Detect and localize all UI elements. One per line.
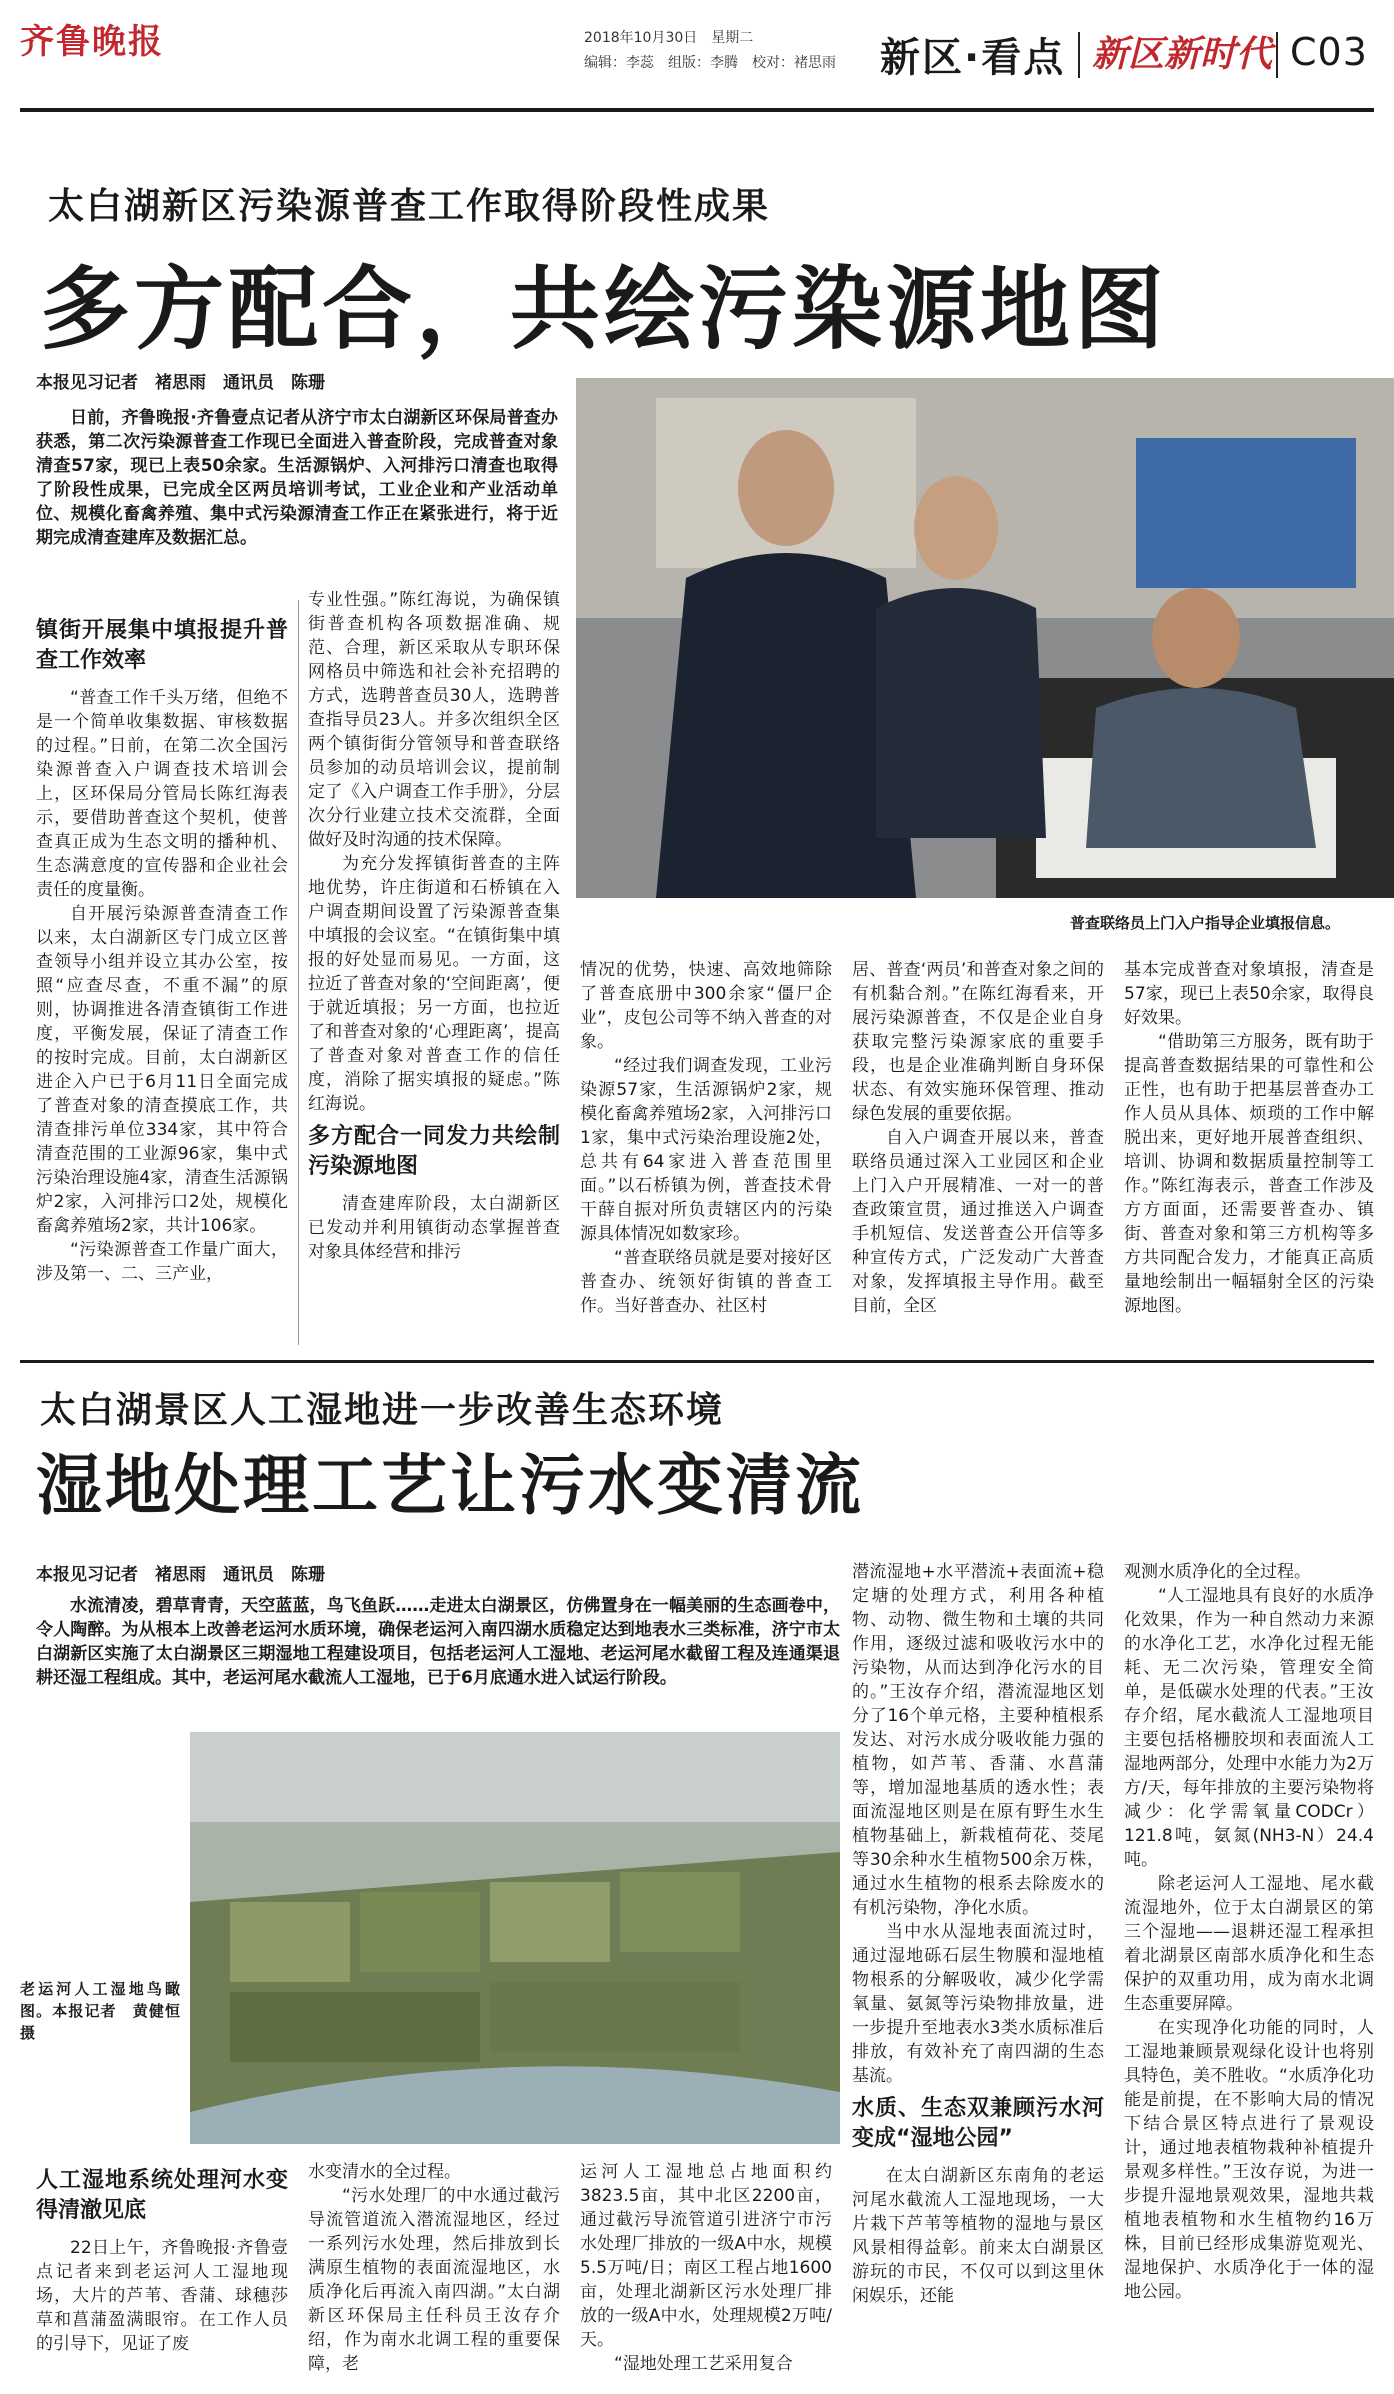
paragraph: “污染源普查工作量广面大，涉及第一、二、三产业， — [36, 1240, 288, 1284]
paragraph: 观测水质净化的全过程。 — [1124, 1562, 1311, 1582]
article1-column-3 — [580, 958, 832, 1348]
masthead-logo: 齐鲁晚报 — [20, 22, 164, 62]
article1-photo-caption: 普查联络员上门入户指导企业填报信息。 — [1070, 914, 1341, 932]
article2-heading-1: 人工湿地系统处理河水变得清澈见底 — [36, 2168, 288, 2223]
paragraph: 22日上午，齐鲁晚报·齐鲁壹点记者来到老运河人工湿地现场，大片的芦苇、香蒲、球穗莎草和菖蒲盈满眼帘。在工作人员的引导下，见证了废 — [36, 2238, 288, 2354]
officers-photo-illustration — [576, 378, 1394, 898]
article1-subtitle: 太白湖新区污染源普查工作取得阶段性成果 — [48, 186, 771, 227]
header-divider — [1078, 32, 1080, 78]
article2-column-2 — [308, 2160, 560, 2390]
paragraph: 在太白湖新区东南角的老运河尾水截流人工湿地现场，一大片栽下芦苇等植物的湿地与景区风景相得益彰。前来太白湖景区游玩的市民，不仅可以到这里休闲娱乐，还能 — [852, 2166, 1104, 2306]
paragraph: “人工湿地具有良好的水质净化效果，作为一种自然动力来源的水净化工艺，水净化过程无能耗、无二次污染，管理安全简单，是低碳水处理的代表。”王汝存介绍，尾水截流人工湿地项目主要包括格栅胶坝和表面流人工湿地两部分，处理中水能力为2万方/天，每年排放的主要污染物将减少：化学需氧量CODCr）121.8吨，氨氮(NH3-N）24.4吨。 — [1124, 1586, 1374, 1870]
article1-headline: 多方配合，共绘污染源地图 — [40, 257, 1168, 362]
section-title: 新区·看点 — [880, 35, 1066, 81]
section-brand: 新区新时代 — [1092, 33, 1273, 75]
paragraph: 在实现净化功能的同时，人工湿地兼顾景观绿化设计也将别具特色，美不胜收。“水质净化功能是前提，在不影响大局的情况下结合景区特点进行了景观设计，通过地表植物栽种补植提升景观多样性。”王汝存说，为进一步提升湿地景观效果，湿地共栽植地表植物和水生植物约16万株，目前已经形成集游览观光、湿地保护、水质净化于一体的湿地公园。 — [1124, 2018, 1374, 2302]
article1-heading-1: 镇街开展集中填报提升普查工作效率 — [36, 618, 288, 673]
article2-photo-caption: 老运河人工湿地鸟瞰图。本报记者 黄健恒摄 — [20, 1980, 180, 2042]
paragraph: 基本完成普查对象填报，清查是57家，现已上表50余家，取得良好效果。 — [1124, 960, 1374, 1028]
paragraph: 专业性强。”陈红海说，为确保镇街普查机构各项数据准确、规范、合理，新区采取从专职环保网格员中筛选和社会补充招聘的方式，选聘普查员30人，选聘普查指导员23人。并多次组织全区两个镇街街分管领导和普查联络员参加的动员培训会议，提前制定了《入户调查工作手册》，分层次分行业建立技术交流群，全面做好及时沟通的技术保障。 — [308, 590, 560, 850]
article2-column-3 — [580, 2160, 832, 2390]
header-divider — [1276, 32, 1278, 78]
article2-subtitle: 太白湖景区人工湿地进一步改善生态环境 — [40, 1390, 725, 1431]
paragraph: 水变清水的全过程。 — [308, 2162, 461, 2182]
article1-column-1 — [36, 610, 288, 1360]
header-rule — [20, 108, 1374, 112]
article2-photo — [190, 1732, 840, 2144]
paragraph: 清查建库阶段，太白湖新区已发动并利用镇街动态掌握普查对象具体经营和排污 — [308, 1194, 560, 1262]
article2-column-5 — [1124, 1560, 1374, 2390]
paragraph: 情况的优势，快速、高效地筛除了普查底册中300余家“僵尸企业”，皮包公司等不纳入普查的对象。 — [580, 960, 832, 1052]
paragraph: 自入户调查开展以来，普查联络员通过深入工业园区和企业上门入户开展精准、一对一的普查政策宣贯，通过推送入户调查手机短信、发送普查公开信等多种宣传方式，广泛发动广大普查对象，发挥填报主导作用。截至目前，全区 — [852, 1128, 1104, 1316]
paragraph: 为充分发挥镇街普查的主阵地优势，许庄街道和石桥镇在入户调查期间设置了污染源普查集中填报的会议室。“在镇街集中填报的好处显而易见。一方面，这拉近了普查对象的‘空间距离’，便于就近填报；另一方面，也拉近了和普查对象的‘心理距离’，提高了普查对象对普查工作的信任度，消除了据实填报的疑虑。”陈红海说。 — [308, 854, 560, 1114]
paragraph: 当中水从湿地表面流过时，通过湿地砾石层生物膜和湿地植物根系的分解吸收，减少化学需氧量、氨氮等污染物排放量，进一步提升至地表水3类水质标准后排放，有效补充了南四湖的生态基流。 — [852, 1922, 1104, 2086]
date-text: 2018年10月30日 — [584, 30, 698, 46]
article2-heading-2: 水质、生态双兼顾污水河变成“湿地公园” — [852, 2096, 1104, 2151]
paragraph: “湿地处理工艺采用复合 — [614, 2354, 793, 2374]
column-rule — [298, 600, 299, 1345]
issue-date — [584, 28, 753, 48]
editor-credits: 编辑：李蕊 组版：李腾 校对：褚思雨 — [584, 55, 836, 71]
article1-column-5 — [1124, 958, 1374, 1348]
article2-column-1 — [36, 2160, 288, 2390]
article1-byline: 本报见习记者 褚思雨 通讯员 陈珊 — [36, 373, 325, 393]
paragraph: “普查联络员就是要对接好区普查办、统领好街镇的普查工作。当好普查办、社区村 — [580, 1248, 832, 1316]
paragraph: 居、普查‘两员’和普查对象之间的有机黏合剂。”在陈红海看来，开展污染源普查，不仅是企业自身获取完整污染源家底的重要手段，也是企业准确判断自身环保状态、有效实施环保管理、推动绿色发展的重要依据。 — [852, 960, 1104, 1124]
paragraph: 潜流湿地+水平潜流+表面流+稳定塘的处理方式，利用各种植物、动物、微生物和土壤的共同作用，逐级过滤和吸收污水中的污染物，从而达到净化污水的目的。”王汝存介绍，潜流湿地区划分了16个单元格，主要种植根系发达、对污水成分吸收能力强的植物，如芦苇、香蒲、水菖蒲等，增加湿地基质的透水性；表面流湿地区则是在原有野生水生植物基础上，新栽植荷花、茭尾等30余种水生植物500余万株，通过水生植物的根系去除废水的有机污染物，净化水质。 — [852, 1562, 1104, 1918]
article1-lede: 日前，齐鲁晚报·齐鲁壹点记者从济宁市太白湖新区环保局普查办获悉，第二次污染源普查工作现已全面进入普查阶段，完成普查对象清查57家，现已上表50余家。生活源锅炉、入河排污口清查也取得了阶段性成果，已完成全区两员培训考试，工业企业和产业活动单位、规模化畜禽养殖、集中式污染源清查工作正在紧张进行，将于近期完成清查建库及数据汇总。 — [36, 408, 558, 548]
article2-byline: 本报见习记者 褚思雨 通讯员 陈珊 — [36, 1565, 325, 1585]
article1-photo — [576, 378, 1394, 898]
paragraph: “普查工作千头万绪，但绝不是一个简单收集数据、审核数据的过程。”日前，在第二次全国污染源普查入户调查技术培训会上，区环保局分管局长陈红海表示，要借助普查这个契机，使普查真正成为生态文明的播种机、生态满意度的宣传器和企业社会责任的度量衡。 — [36, 688, 288, 900]
page-number: C03 — [1290, 30, 1368, 74]
article1-column-2 — [308, 588, 560, 1348]
paragraph: 除老运河人工湿地、尾水截流湿地外，位于太白湖景区的第三个湿地——退耕还湿工程承担着北湖景区南部水质净化和生态保护的双重功用，成为南水北调生态重要屏障。 — [1124, 1874, 1374, 2014]
paragraph: “污水处理厂的中水通过截污导流管道流入潜流湿地区，经过一系列污水处理，然后排放到长满原生植物的表面流湿地区，水质净化后再流入南四湖。”太白湖新区环保局主任科员王汝存介绍，作为南水北调工程的重要保障，老 — [308, 2186, 560, 2374]
weekday-text: 星期二 — [711, 30, 754, 46]
article-divider — [20, 1360, 1374, 1363]
article1-heading-2: 多方配合一同发力共绘制污染源地图 — [308, 1124, 560, 1179]
paragraph: “借助第三方服务，既有助于提高普查数据结果的可靠性和公正性，也有助于把基层普查办工作人员从具体、烦琐的工作中解脱出来，更好地开展普查组织、培训、协调和数据质量控制等工作。”陈红海表示，普查工作涉及方方面面，还需要普查办、镇街、普查对象和第三方机构等多方共同配合发力，才能真正高质量地绘制出一幅辐射全区的污染源地图。 — [1124, 1032, 1374, 1316]
paragraph: “经过我们调查发现，工业污染源57家，生活源锅炉2家，规模化畜禽养殖场2家，入河排污口1家，集中式污染治理设施2处，总共有64家进入普查范围里面。”以石桥镇为例，普查技术骨干薛自振对所负责辖区内的污染源具体情况如数家珍。 — [580, 1056, 832, 1244]
paragraph: 自开展污染源普查清查工作以来，太白湖新区专门成立区普查领导小组并设立其办公室，按照“应查尽查，不重不漏”的原则，协调推进各清查镇街工作进度，平衡发展，保证了清查工作的按时完成。目前，太白湖新区进企入户已于6月11日全面完成了普查对象的清查摸底工作，共清查排污单位334家，其中符合清查范围的工业源96家，集中式污染治理设施4家，清查生活源锅炉2家，入河排污口2处，规模化畜禽养殖场2家，共计106家。 — [36, 904, 288, 1236]
article2-column-4 — [852, 1560, 1104, 2390]
article2-headline: 湿地处理工艺让污水变清流 — [36, 1447, 864, 1524]
article2-lede: 水流清凌，碧草青青，天空蓝蓝，鸟飞鱼跃……走进太白湖景区，仿佛置身在一幅美丽的生态画卷中，令人陶醉。为从根本上改善老运河水质环境，确保老运河入南四湖水质稳定达到地表水三类标准，济宁市太白湖新区实施了太白湖景区三期湿地工程建设项目，包括老运河人工湿地、老运河尾水截留工程及连通渠退耕还湿工程组成。其中，老运河尾水截流人工湿地，已于6月底通水进入试运行阶段。 — [36, 1596, 840, 1688]
article1-column-4 — [852, 958, 1104, 1348]
paragraph: 运河人工湿地总占地面积约3823.5亩，其中北区2200亩，通过截污导流管道引进济宁市污水处理厂排放的一级A中水，规模5.5万吨/日；南区工程占地1600亩，处理北湖新区污水处理厂排放的一级A中水，处理规模2万吨/天。 — [580, 2162, 832, 2350]
wetland-aerial-illustration — [190, 1732, 840, 2144]
